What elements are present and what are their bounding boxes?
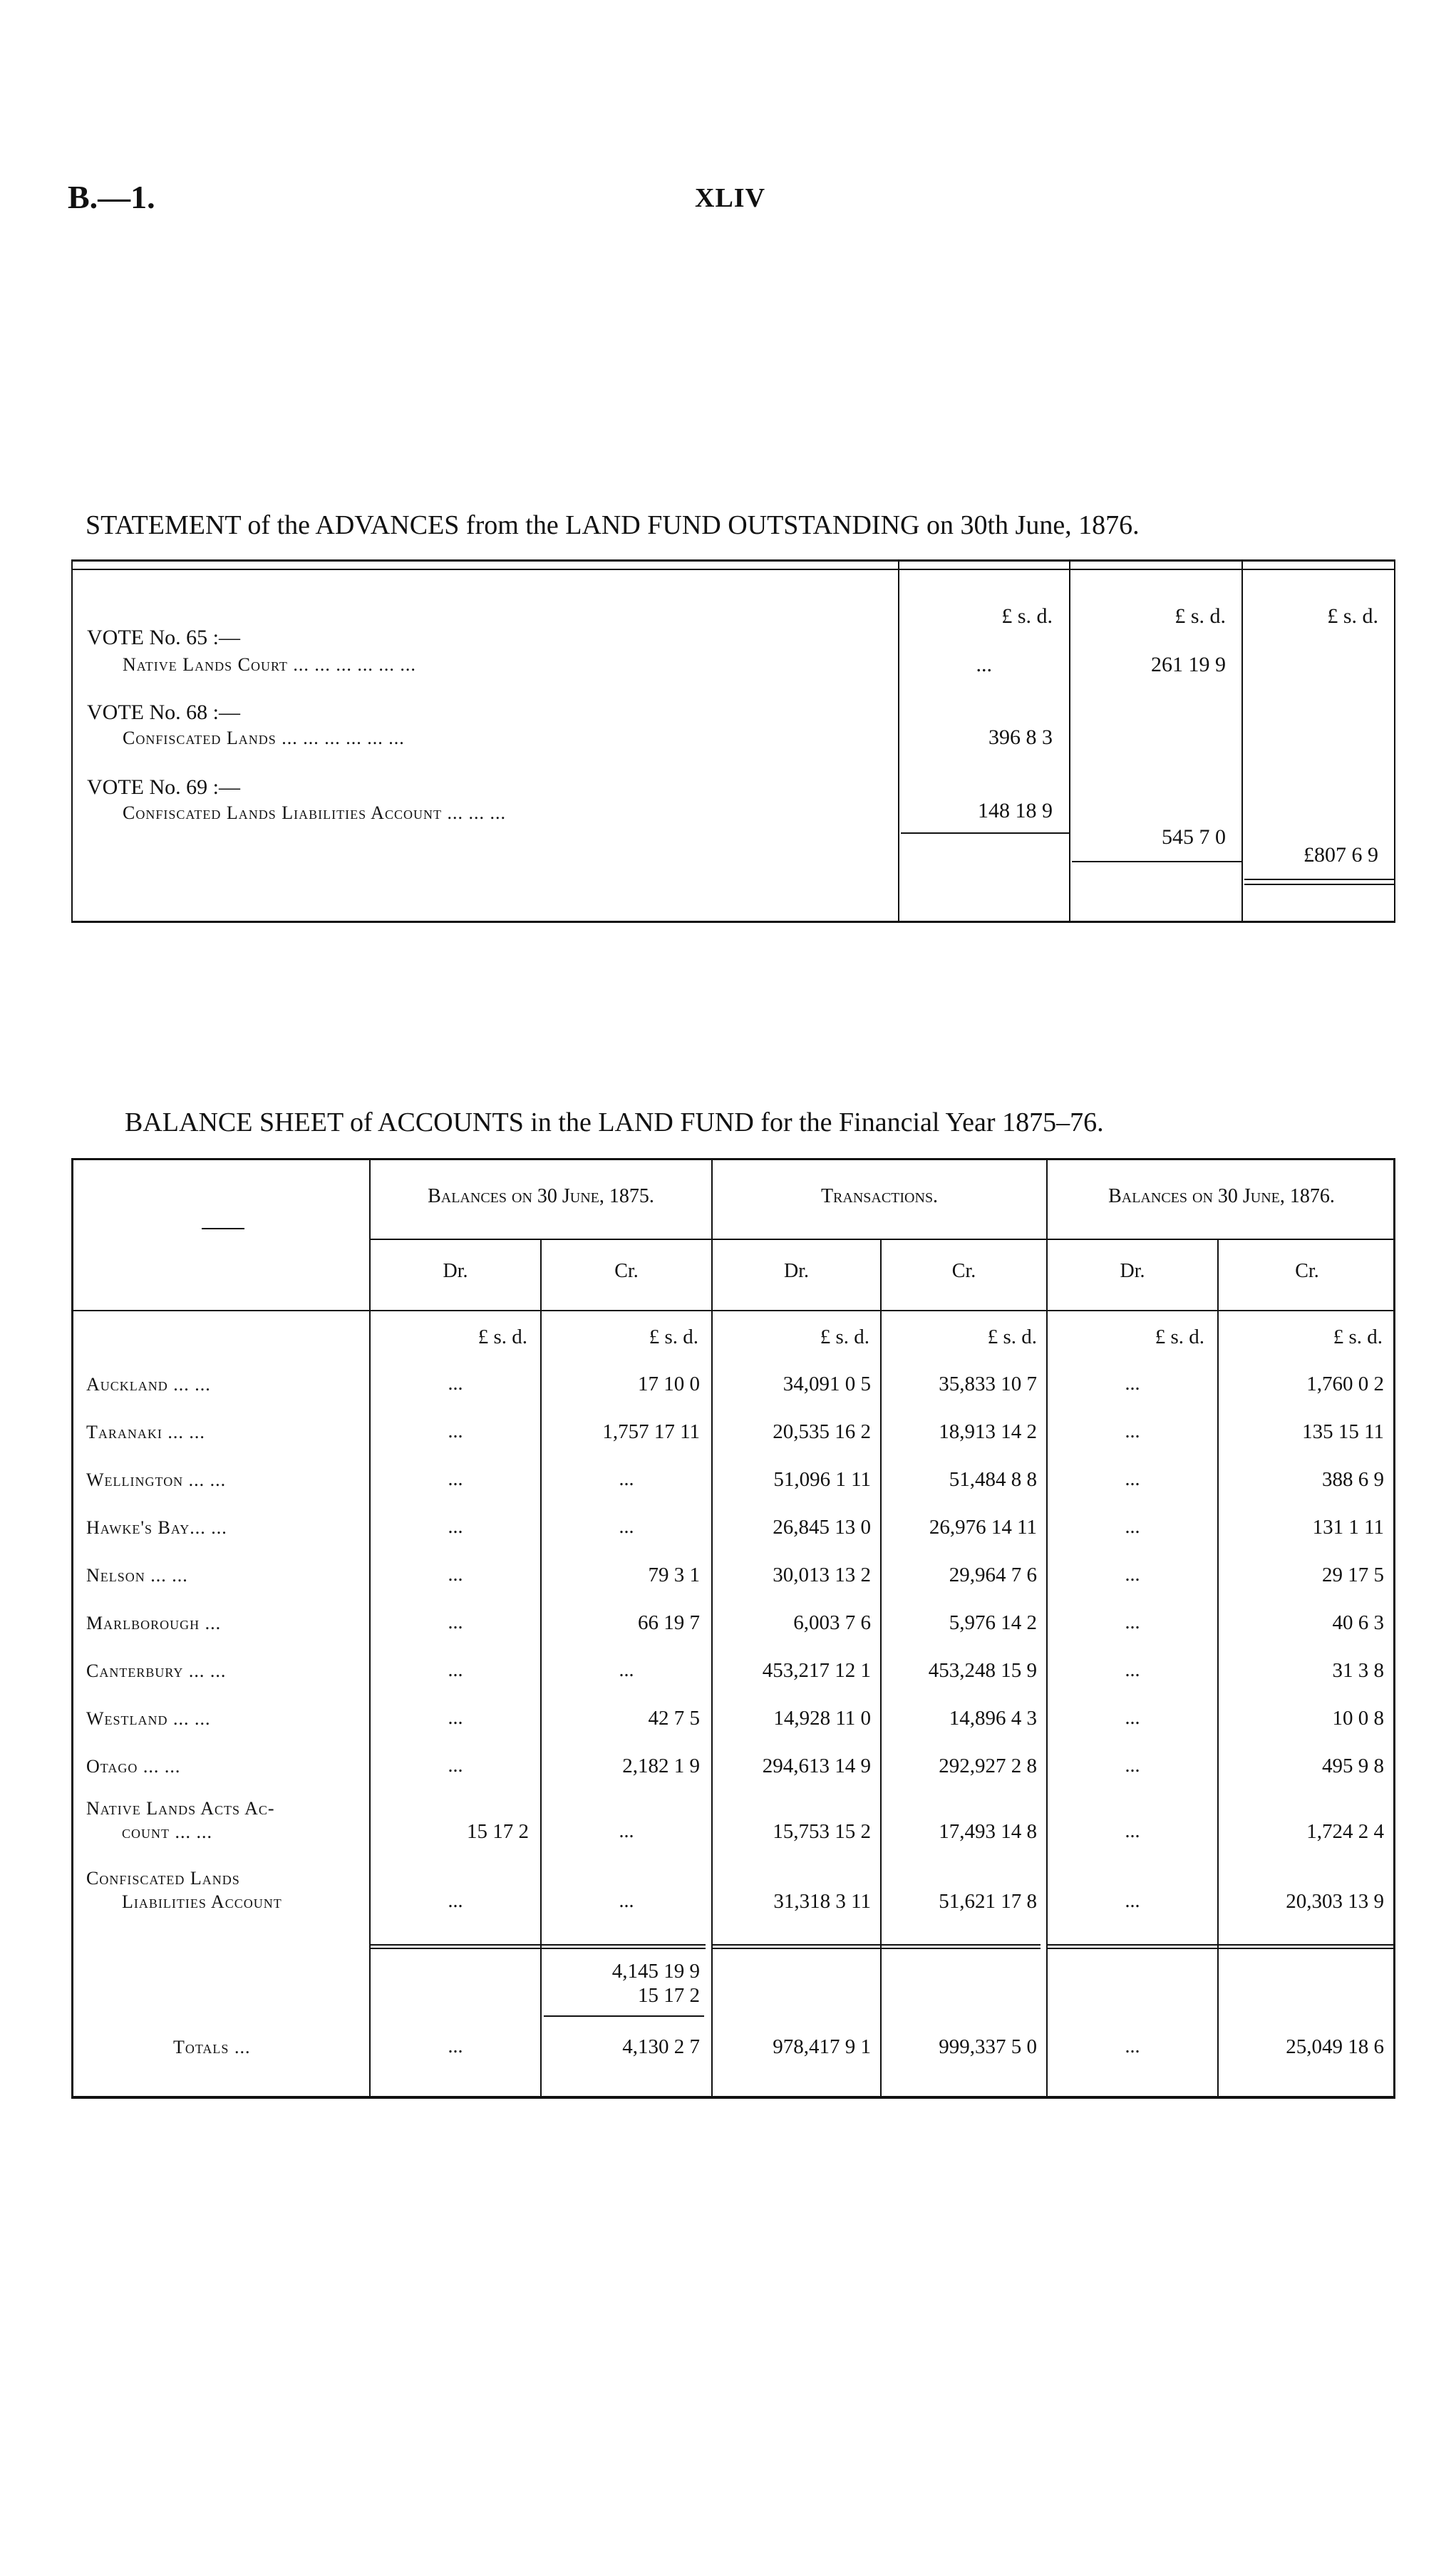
row-label-native-lands-acts-2: count ... ... [122,1822,212,1842]
group-header-1875: Balances on 30 June, 1875. [428,1185,654,1207]
cell: 292,927 2 8 [939,1755,1037,1777]
vote-69-label: VOTE No. 69 :— [87,775,240,799]
cell: 29 17 5 [1322,1564,1384,1586]
cell: 2,182 1 9 [622,1755,700,1777]
units-col5: £ s. d. [1155,1326,1204,1348]
cell: ... [448,1564,463,1586]
subheader-cr-transactions: Cr. [951,1260,976,1282]
cell: ... [448,1468,463,1490]
cell: 17 10 0 [638,1373,700,1395]
statement-title: STATEMENT of the ADVANCES from the LAND FUND OUTSTANDING on 30th June, 1876. [86,510,1140,540]
cell: ... [448,1707,463,1729]
row-label-confiscated-lands: Confiscated Lands [86,1868,240,1889]
cell: ... [619,1890,634,1912]
cell: ... [1125,1468,1140,1490]
cell: ... [1125,1659,1140,1681]
cell: 20,535 16 2 [773,1420,871,1443]
subheader-dr-1876: Dr. [1120,1260,1145,1282]
total-cell: ... [448,2035,463,2057]
vote-65-col2: 261 19 9 [1151,653,1226,676]
row-label-taranaki: Taranaki ... ... [86,1422,205,1442]
cell: 79 3 1 [648,1564,700,1586]
row-label-otago: Otago ... ... [86,1756,181,1777]
cell: ... [1125,1516,1140,1538]
row-label-westland: Westland ... ... [86,1708,211,1729]
subheader-dr-transactions: Dr. [784,1260,809,1282]
subtotal-cr-1875-less: 15 17 2 [638,1984,700,2007]
cell: 51,096 1 11 [773,1468,871,1491]
vote-65-item: Native Lands Court ... ... ... ... ... ... [123,654,416,675]
total-cell: 978,417 9 1 [773,2035,871,2058]
cell: 131 1 11 [1312,1516,1384,1539]
cell: ... [1125,1755,1140,1777]
cell: ... [448,1755,463,1777]
statement-total: £807 6 9 [1303,843,1378,867]
row-label-hawkes-bay: Hawke's Bay... ... [86,1517,227,1538]
vote-68-col1: 396 8 3 [988,725,1053,749]
cell: 495 9 8 [1322,1755,1384,1777]
cell: 10 0 8 [1332,1707,1384,1730]
cell: ... [448,1516,463,1538]
cell: 453,248 15 9 [928,1659,1037,1682]
cell: ... [1125,1420,1140,1442]
units-col6: £ s. d. [1333,1326,1383,1348]
cell: 31,318 3 11 [773,1890,871,1913]
cell: 453,217 12 1 [762,1659,871,1682]
cell: 31 3 8 [1332,1659,1384,1682]
cell: 15 17 2 [467,1820,529,1843]
cell: 5,976 14 2 [949,1611,1037,1634]
balance-sheet-title: BALANCE SHEET of ACCOUNTS in the LAND FUND for the Financial Year 1875–76. [125,1107,1104,1137]
cell: ... [619,1659,634,1681]
cell: 17,493 14 8 [939,1820,1037,1843]
cell: ... [448,1611,463,1633]
row-label-canterbury: Canterbury ... ... [86,1660,227,1681]
page-number: XLIV [695,183,766,213]
statement-header-col2: £ s. d. [1174,604,1226,628]
cell: ... [1125,1611,1140,1633]
statement-header-col1: £ s. d. [1001,604,1053,628]
cell: 35,833 10 7 [939,1373,1037,1395]
cell: ... [1125,1707,1140,1729]
cell: 18,913 14 2 [939,1420,1037,1443]
units-col4: £ s. d. [987,1326,1037,1348]
cell: 388 6 9 [1322,1468,1384,1491]
cell: 42 7 5 [648,1707,700,1730]
cell: 1,757 17 11 [602,1420,700,1443]
cell: 20,303 13 9 [1286,1890,1384,1913]
cell: 14,896 4 3 [949,1707,1037,1730]
row-label-wellington: Wellington ... ... [86,1470,227,1490]
vote-65-label: VOTE No. 65 :— [87,626,240,649]
cell: 15,753 15 2 [773,1820,871,1843]
cell: ... [448,1890,463,1912]
total-cell: 999,337 5 0 [939,2035,1037,2058]
vote-69-item: Confiscated Lands Liabilities Account ... ... ... [123,802,506,823]
row-label-totals: Totals ... [173,2037,251,2057]
row-label-nelson: Nelson ... ... [86,1565,188,1586]
statement-header-col3: £ s. d. [1327,604,1378,628]
cell: 135 15 11 [1302,1420,1384,1443]
cell: 26,976 14 11 [929,1516,1037,1539]
cell: ... [1125,1564,1140,1586]
cell: ... [619,1468,634,1490]
cell: 6,003 7 6 [793,1611,871,1634]
cell: 66 19 7 [638,1611,700,1634]
page-reference: B.—1. [68,179,155,215]
units-col3: £ s. d. [820,1326,869,1348]
cell: 34,091 0 5 [783,1373,871,1395]
statement-subtotal: 545 7 0 [1162,825,1226,849]
total-cell: 25,049 18 6 [1286,2035,1384,2058]
total-cell: 4,130 2 7 [622,2035,700,2058]
cell: ... [619,1516,634,1538]
cell: ... [448,1659,463,1681]
cell: 51,621 17 8 [939,1890,1037,1913]
group-header-transactions: Transactions. [820,1185,939,1207]
row-label-auckland: Auckland ... ... [86,1374,211,1395]
subheader-cr-1876: Cr. [1295,1260,1319,1282]
cell: ... [1125,1820,1140,1842]
vote-65-col1: ... [976,653,992,676]
cell: 29,964 7 6 [949,1564,1037,1586]
group-header-1876: Balances on 30 June, 1876. [1108,1185,1335,1207]
cell: 294,613 14 9 [762,1755,871,1777]
balance-sheet-table [71,1158,1395,2099]
cell: 40 6 3 [1332,1611,1384,1634]
cell: ... [1125,1373,1140,1395]
total-cell: ... [1125,2035,1140,2057]
subheader-dr-1875: Dr. [443,1260,468,1282]
units-col2: £ s. d. [649,1326,698,1348]
row-label-native-lands-acts: Native Lands Acts Ac- [86,1798,275,1819]
vote-69-col1: 148 18 9 [978,799,1053,822]
subtotal-cr-1875: 4,145 19 9 [611,1960,700,1983]
statement-table [71,559,1395,923]
cell: ... [448,1420,463,1442]
vote-68-item: Confiscated Lands ... ... ... ... ... ... [123,728,405,748]
units-col1: £ s. d. [477,1326,527,1348]
cell: 51,484 8 8 [949,1468,1037,1491]
row-label-confiscated-lands-2: Liabilities Account [122,1891,282,1912]
cell: ... [1125,1890,1140,1912]
vote-68-label: VOTE No. 68 :— [87,701,240,724]
cell: ... [448,1373,463,1395]
cell: ... [619,1820,634,1842]
cell: 14,928 11 0 [773,1707,871,1730]
cell: 26,845 13 0 [773,1516,871,1539]
cell: 1,724 2 4 [1306,1820,1384,1843]
cell: 1,760 0 2 [1306,1373,1384,1395]
row-label-marlborough: Marlborough ... [86,1613,222,1633]
cell: 30,013 13 2 [773,1564,871,1586]
subheader-cr-1875: Cr. [614,1260,639,1282]
